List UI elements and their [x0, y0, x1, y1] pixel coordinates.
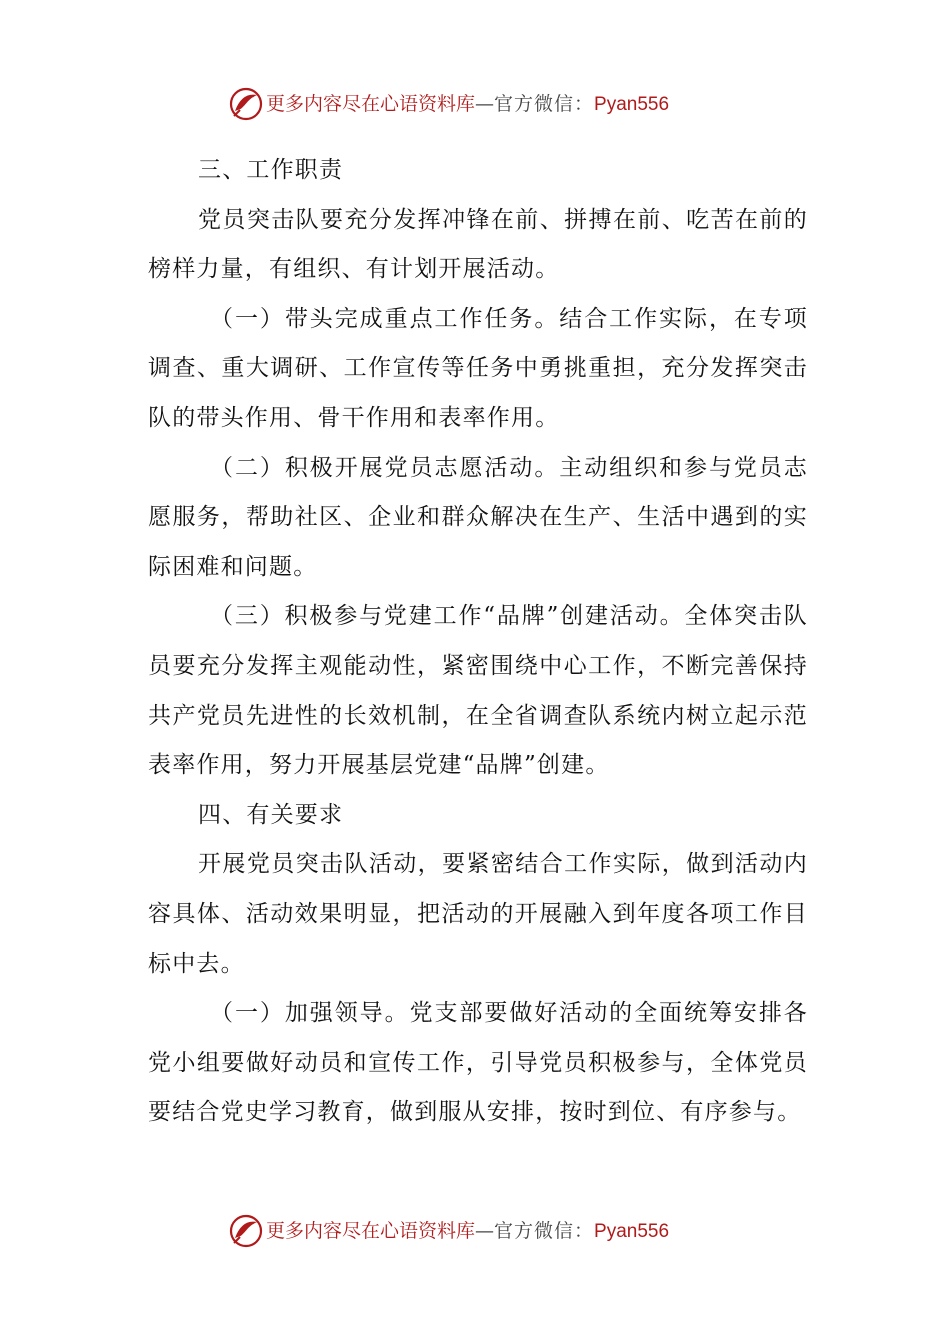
pen-logo-icon — [228, 86, 264, 122]
header-banner — [0, 84, 950, 124]
banner-text — [266, 92, 669, 117]
banner-wechat-label: 官方微信： — [494, 1220, 595, 1242]
banner-wechat-id: Pyan556 — [594, 94, 670, 115]
paragraph: （二）积极开展党员志愿活动。主动组织和参与党员志愿服务，帮助社区、企业和群众解决在生产、生活中遇到的实际困难和问题。 — [148, 454, 808, 580]
section-heading-4: 四、有关要求 — [198, 801, 344, 828]
paragraph: 开展党员突击队活动，要紧密结合工作实际，做到活动内容具体、活动效果明显，把活动的开展融入到年度各项工作目标中去。 — [148, 851, 808, 977]
section-heading-3: 三、工作职责 — [198, 157, 344, 183]
banner-wechat-id: Pyan556 — [594, 1221, 670, 1242]
footer-banner — [0, 1211, 950, 1251]
banner-site-name: 更多内容尽在心语资料库 — [266, 93, 476, 115]
banner-site-name: 更多内容尽在心语资料库 — [266, 1220, 476, 1242]
banner-wechat-label: 官方微信： — [494, 93, 595, 115]
banner-dash: — — [475, 93, 495, 115]
banner-text — [266, 1219, 669, 1244]
document-body — [148, 146, 808, 1138]
paragraph: （三）积极参与党建工作“品牌”创建活动。全体突击队员要充分发挥主观能动性，紧密围绕中心工作，不断完善保持共产党员先进性的长效机制，在全省调查队系统内树立起示范表率作用，努力开展基层党建“品牌”创建。 — [148, 603, 808, 779]
banner-dash: — — [475, 1220, 495, 1242]
paragraph: （一）加强领导。党支部要做好活动的全面统筹安排各党小组要做好动员和宣传工作，引导党员积极参与，全体党员要结合党史学习教育，做到服从安排，按时到位、有序参与。 — [148, 1000, 808, 1126]
pen-logo-icon — [228, 1213, 264, 1249]
paragraph: （一）带头完成重点工作任务。结合工作实际，在专项调查、重大调研、工作宣传等任务中勇挑重担，充分发挥突击队的带头作用、骨干作用和表率作用。 — [148, 305, 808, 431]
paragraph: 党员突击队要充分发挥冲锋在前、拼搏在前、吃苦在前的榜样力量，有组织、有计划开展活动。 — [148, 206, 808, 283]
